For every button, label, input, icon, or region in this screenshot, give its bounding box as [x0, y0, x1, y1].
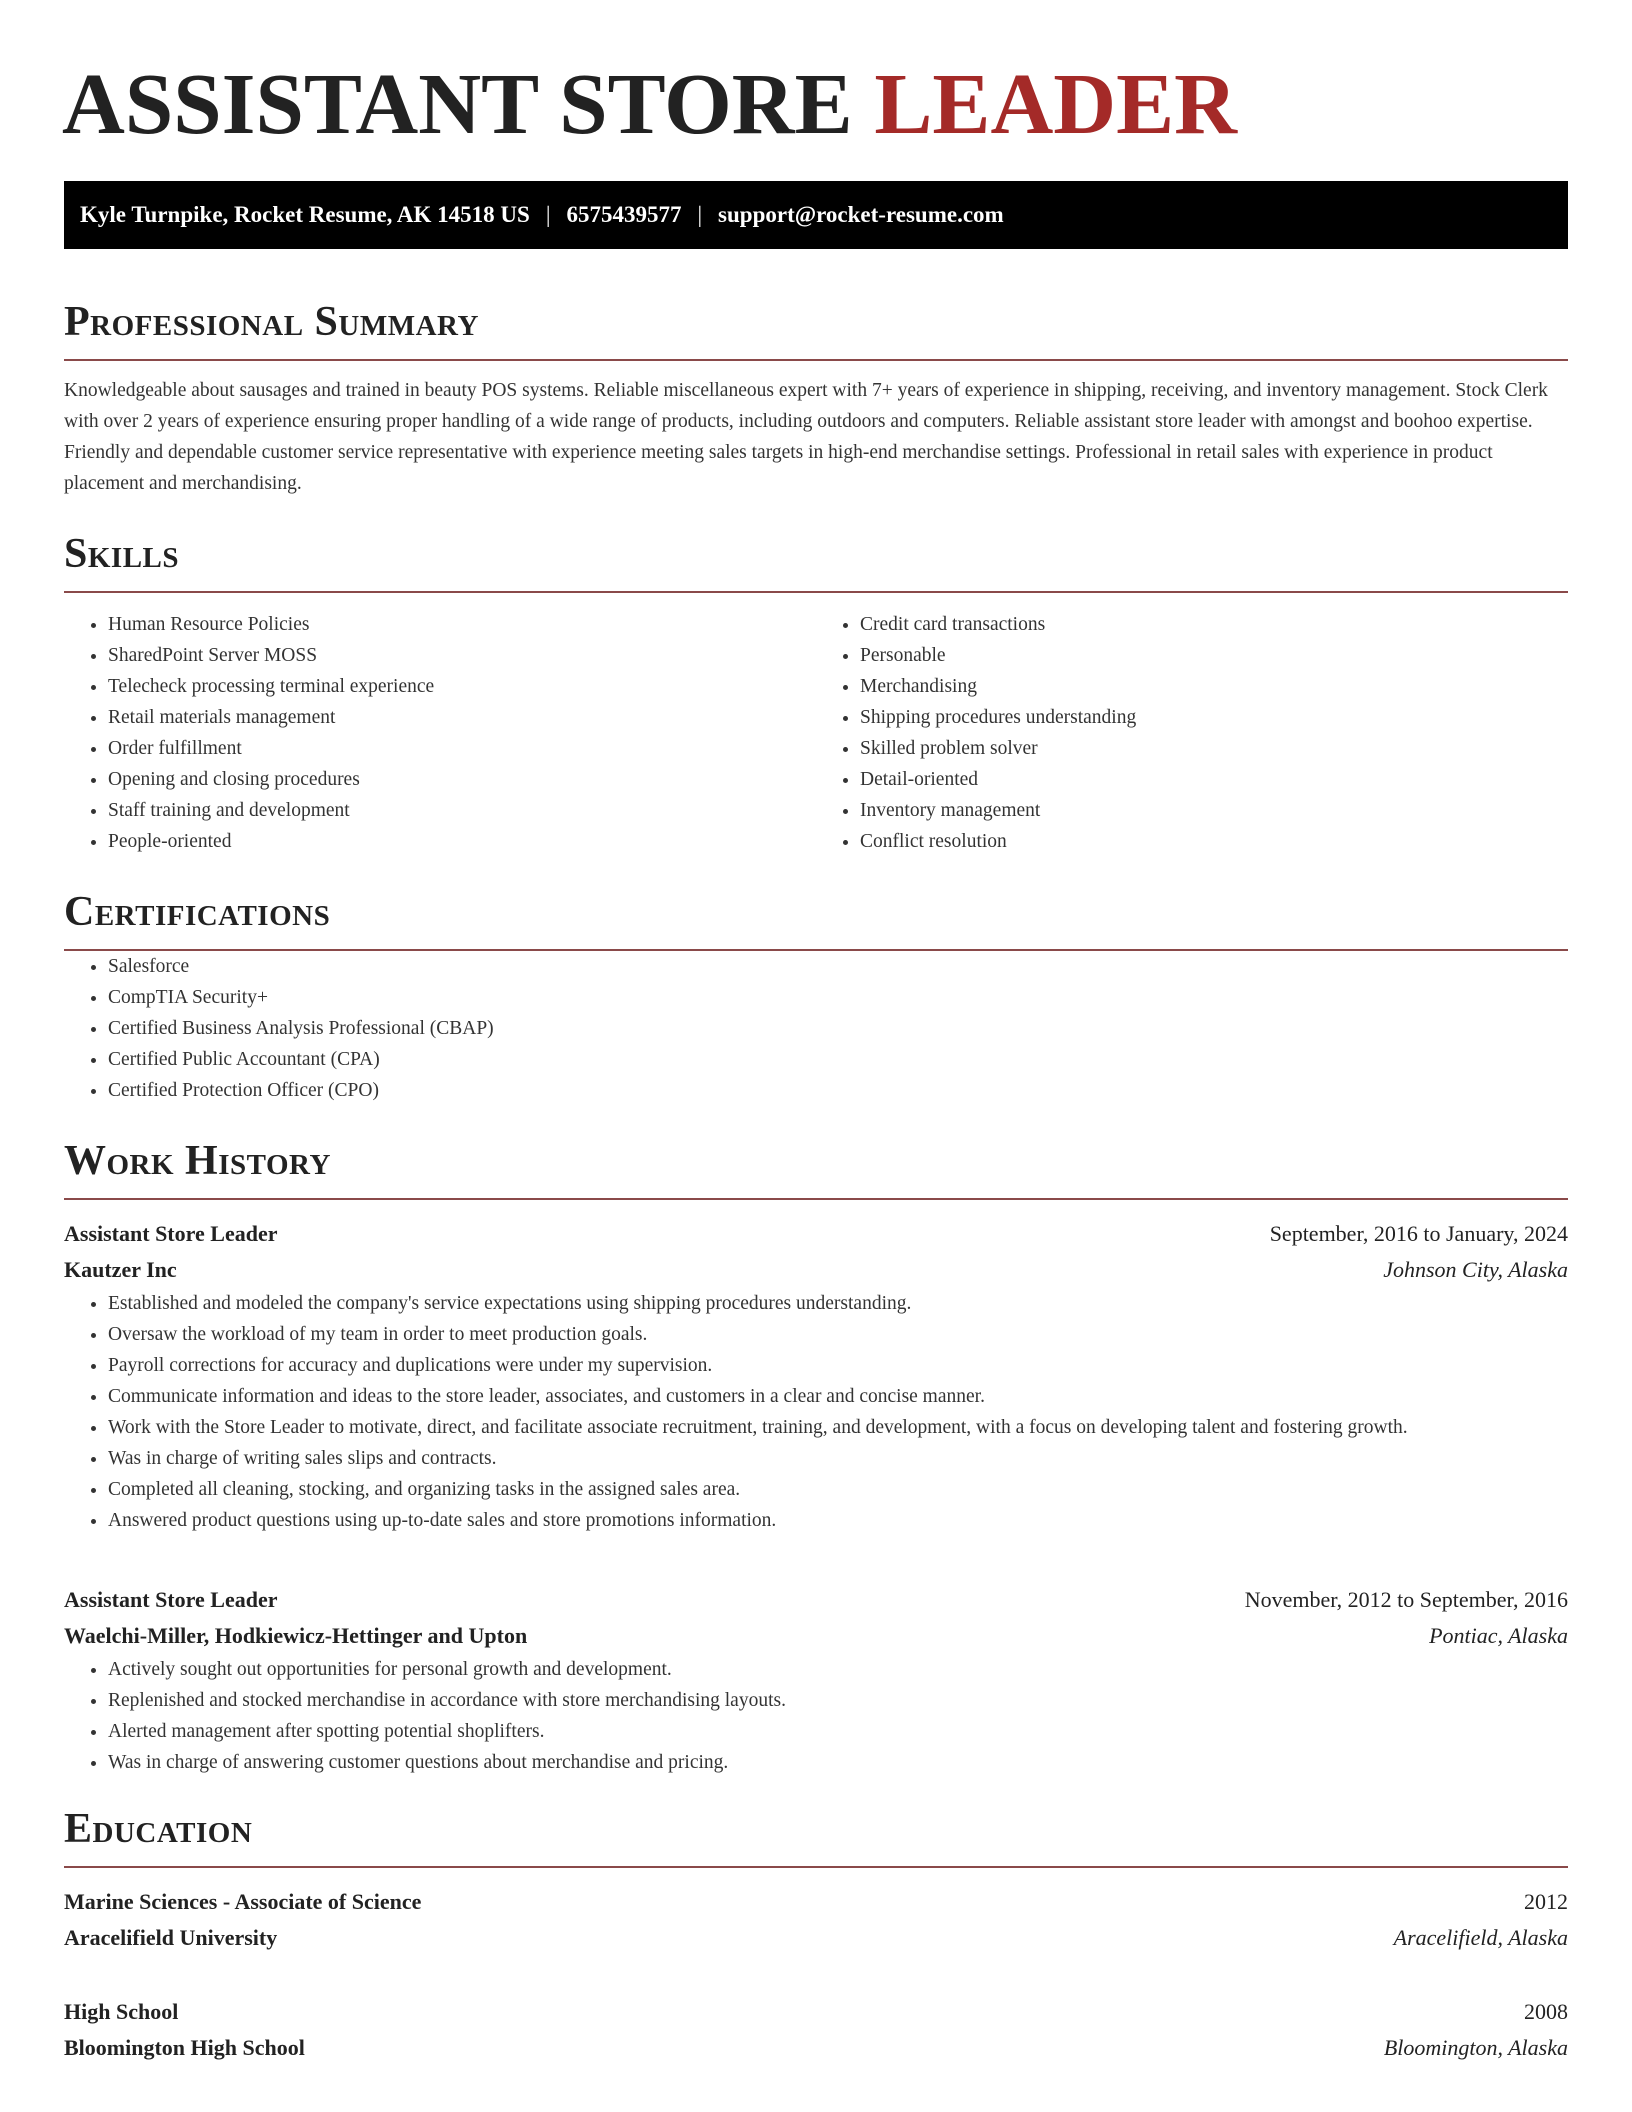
certification-item: • Certified Business Analysis Professional (CBAP)	[108, 1013, 1568, 1044]
education-section	[64, 1808, 1568, 2066]
education-degree-row	[64, 1884, 1568, 1920]
certification-item: • Certified Public Accountant (CPA)	[108, 1044, 1568, 1075]
job-bullets	[64, 1654, 1568, 1778]
job-bullet: • Established and modeled the company's service expectations using shipping procedures understanding.	[108, 1288, 1568, 1319]
job-bullet: • Actively sought out opportunities for personal growth and development.	[108, 1654, 1568, 1685]
education-school-row	[64, 1920, 1568, 1956]
skill-item: • Conflict resolution	[860, 826, 1568, 857]
education-year: 2012	[1524, 1889, 1568, 1914]
certifications-list	[64, 951, 1568, 1106]
skill-item: • Merchandising	[860, 671, 1568, 702]
job-header-row	[64, 1216, 1568, 1252]
skill-item: • Detail-oriented	[860, 764, 1568, 795]
education-entry	[64, 1884, 1568, 1956]
job-company: Waelchi-Miller, Hodkiewicz-Hettinger and Upton	[64, 1623, 528, 1648]
skill-item: • Credit card transactions	[860, 609, 1568, 640]
certifications-heading: Certifications	[64, 889, 331, 935]
certifications-section	[64, 891, 1568, 1106]
education-degree: High School	[64, 1999, 179, 2024]
job-bullet: • Answered product questions using up-to-date sales and store promotions information.	[108, 1505, 1568, 1536]
job-location: Pontiac, Alaska	[1429, 1623, 1568, 1648]
job-dates: November, 2012 to September, 2016	[1244, 1587, 1568, 1612]
contact-phone: 6575439577	[566, 202, 682, 227]
summary-section	[64, 301, 1568, 499]
job-company-row	[64, 1252, 1568, 1288]
skills-columns	[64, 609, 1568, 857]
education-school: Aracelifield University	[64, 1925, 278, 1950]
skill-item: • Staff training and development	[108, 795, 816, 826]
job-entry	[64, 1216, 1568, 1536]
certification-item: • CompTIA Security+	[108, 982, 1568, 1013]
section-divider	[64, 1198, 1568, 1200]
work-history-heading: Work History	[64, 1138, 331, 1184]
contact-bar	[64, 181, 1568, 249]
skills-list-left	[64, 609, 816, 857]
section-divider	[64, 1866, 1568, 1868]
section-divider	[64, 591, 1568, 593]
job-bullet: • Communicate information and ideas to the store leader, associates, and customers in a clear and concise manner.	[108, 1381, 1568, 1412]
education-degree: Marine Sciences - Associate of Science	[64, 1889, 422, 1914]
education-year: 2008	[1524, 1999, 1568, 2024]
education-school: Bloomington High School	[64, 2035, 305, 2060]
job-bullet: • Payroll corrections for accuracy and duplications were under my supervision.	[108, 1350, 1568, 1381]
education-location: Aracelifield, Alaska	[1393, 1925, 1568, 1950]
skill-item: • SharedPoint Server MOSS	[108, 640, 816, 671]
education-heading: Education	[64, 1806, 253, 1852]
section-divider	[64, 359, 1568, 361]
resume-title	[62, 55, 1568, 152]
job-bullet: • Was in charge of writing sales slips and contracts.	[108, 1443, 1568, 1474]
skill-item: • Skilled problem solver	[860, 733, 1568, 764]
job-title: Assistant Store Leader	[64, 1221, 278, 1246]
certification-item: • Salesforce	[108, 951, 1568, 982]
contact-separator: |	[697, 202, 703, 227]
job-bullet: • Completed all cleaning, stocking, and organizing tasks in the assigned sales area.	[108, 1474, 1568, 1505]
summary-heading: Professional Summary	[64, 299, 479, 345]
skill-item: • Opening and closing procedures	[108, 764, 816, 795]
job-company: Kautzer Inc	[64, 1257, 177, 1282]
education-degree-row	[64, 1994, 1568, 2030]
job-location: Johnson City, Alaska	[1383, 1257, 1568, 1282]
contact-email[interactable]: support@rocket-resume.com	[718, 202, 1004, 227]
skill-item: • Telecheck processing terminal experience	[108, 671, 816, 702]
skill-item: • Human Resource Policies	[108, 609, 816, 640]
job-bullets	[64, 1288, 1568, 1536]
education-location: Bloomington, Alaska	[1383, 2035, 1568, 2060]
title-main: ASSISTANT STORE	[62, 55, 853, 152]
job-entry	[64, 1582, 1568, 1778]
skills-list-right	[816, 609, 1568, 857]
title-accent: LEADER	[874, 55, 1237, 152]
skill-item: • Personable	[860, 640, 1568, 671]
skill-item: • Inventory management	[860, 795, 1568, 826]
skill-item: • Shipping procedures understanding	[860, 702, 1568, 733]
skill-item: • Order fulfillment	[108, 733, 816, 764]
job-title: Assistant Store Leader	[64, 1587, 278, 1612]
job-bullet: • Was in charge of answering customer questions about merchandise and pricing.	[108, 1747, 1568, 1778]
job-dates: September, 2016 to January, 2024	[1269, 1221, 1568, 1246]
education-entry	[64, 1994, 1568, 2066]
contact-separator: |	[545, 202, 551, 227]
job-bullet: • Replenished and stocked merchandise in accordance with store merchandising layouts.	[108, 1685, 1568, 1716]
summary-text: Knowledgeable about sausages and trained in beauty POS systems. Reliable miscellaneous expert with 7+ years of experience in shipping, receiving, and inventory management. Stock Clerk with over 2 years of experience ensuring proper handling of a wide range of products, including outdoors and computers. Reliable assistant store leader with amongst and boohoo expertise. Friendly and dependable customer service representative with experience meeting sales targets in high-end merchandise settings. Professional in retail sales with experience in product placement and merchandising.	[64, 380, 1548, 494]
contact-address: Kyle Turnpike, Rocket Resume, AK 14518 US	[80, 202, 530, 227]
skill-item: • Retail materials management	[108, 702, 816, 733]
work-history-section	[64, 1140, 1568, 1778]
education-school-row	[64, 2030, 1568, 2066]
skills-section	[64, 533, 1568, 857]
job-header-row	[64, 1582, 1568, 1618]
job-bullet: • Work with the Store Leader to motivate, direct, and facilitate associate recruitment, training, and development, with a focus on developing talent and fostering growth.	[108, 1412, 1568, 1443]
certification-item: • Certified Protection Officer (CPO)	[108, 1075, 1568, 1106]
job-company-row	[64, 1618, 1568, 1654]
job-bullet: • Alerted management after spotting potential shoplifters.	[108, 1716, 1568, 1747]
job-bullet: • Oversaw the workload of my team in order to meet production goals.	[108, 1319, 1568, 1350]
skills-heading: Skills	[64, 531, 180, 577]
skill-item: • People-oriented	[108, 826, 816, 857]
